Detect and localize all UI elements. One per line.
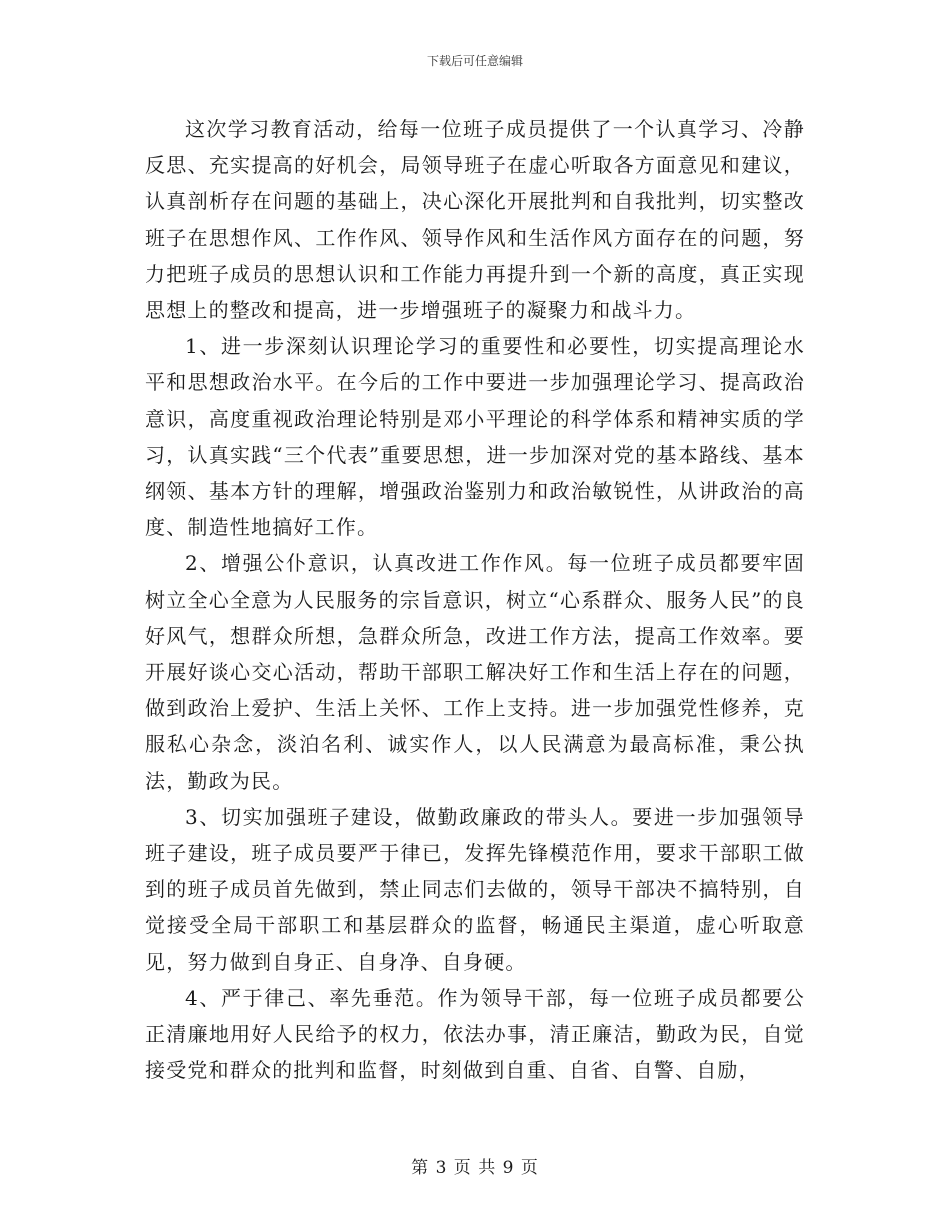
paragraph-item-4: 4、严于律己、率先垂范。作为领导干部，每一位班子成员都要公正清廉地用好人民给予的权力，依法办事，清正廉洁，勤政为民，自觉接受党和群众的批判和监督，时刻做到自重、自省、自警、自励， — [145, 985, 805, 1083]
paragraph-item-1: 1、进一步深刻认识理论学习的重要性和必要性，切实提高理论水平和思想政治水平。在今后的工作中要进一步加强理论学习、提高政治意识，高度重视政治理论特别是邓小平理论的科学体系和精神实质的学习，认真实践“三个代表”重要思想，进一步加深对党的基本路线、基本纲领、基本方针的理解，增强政治鉴别力和政治敏锐性，从讲政治的高度、制造性地搞好工作。 — [145, 334, 805, 540]
paragraph-intro: 这次学习教育活动，给每一位班子成员提供了一个认真学习、冷静反思、充实提高的好机会，局领导班子在虚心听取各方面意见和建议，认真剖析存在问题的基础上，决心深化开展批判和自我批判，切实整改班子在思想作风、工作作风、领导作风和生活作风方面存在的问题，努力把班子成员的思想认识和工作能力再提升到一个新的高度，真正实现思想上的整改和提高，进一步增强班子的凝聚力和战斗力。 — [145, 117, 805, 323]
paragraph-item-3: 3、切实加强班子建设，做勤政廉政的带头人。要进一步加强领导班子建设，班子成员要严于律已，发挥先锋模范作用，要求干部职工做到的班子成员首先做到，禁止同志们去做的，领导干部决不搞特别，自觉接受全局干部职工和基层群众的监督，畅通民主渠道，虚心听取意见，努力做到自身正、自身净、自身硬。 — [145, 804, 805, 974]
page-number: 第 3 页 共 9 页 — [411, 1158, 539, 1178]
document-body — [145, 111, 805, 1088]
paragraph-item-2: 2、增强公仆意识，认真改进工作作风。每一位班子成员都要牢固树立全心全意为人民服务的宗旨意识，树立“心系群众、服务人民”的良好风气，想群众所想，急群众所急，改进工作方法，提高工作效率。要开展好谈心交心活动，帮助干部职工解决好工作和生活上存在的问题，做到政治上爱护、生活上关怀、工作上支持。进一步加强党性修养，克服私心杂念，淡泊名利、诚实作人，以人民满意为最高标准，秉公执法，勤政为民。 — [145, 551, 805, 793]
page-header-note: 下载后可任意编辑 — [426, 54, 523, 68]
